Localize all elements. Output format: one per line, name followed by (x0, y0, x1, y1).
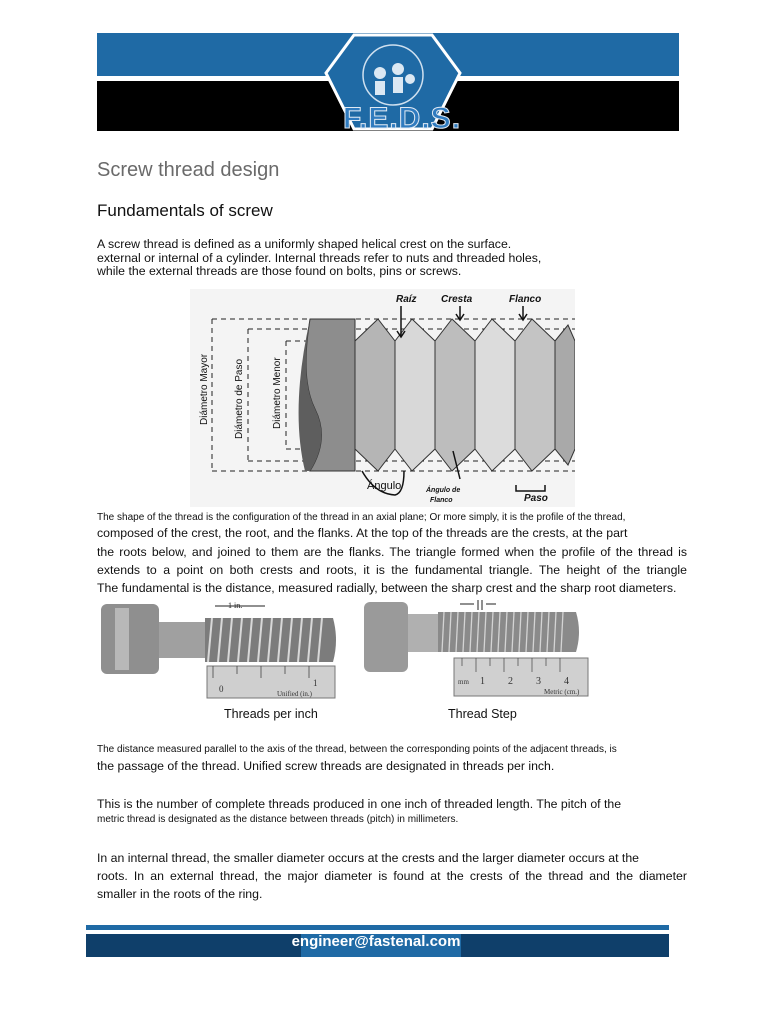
page-title: Screw thread design (97, 159, 280, 181)
para-line: smaller in the roots of the ring. (97, 887, 263, 901)
label-raiz: Raíz (396, 294, 417, 305)
thread-passage-paragraph (97, 742, 687, 775)
ruler-tick: 1 (313, 678, 318, 688)
para-line: the roots below, and joined to them are the flanks. The triangle formed when the profile of the thread is (97, 545, 687, 559)
label-diametro-mayor: Diámetro Mayor (199, 353, 210, 425)
label-cresta: Cresta (441, 294, 473, 305)
footer-right-tab (461, 934, 669, 957)
para-line: The shape of the thread is the configuration of the thread in an axial plane; Or more simply, it is the profile of the thread, (97, 512, 626, 523)
bolt-photo-threads-per-inch (97, 598, 342, 700)
logo-wordmark: F.E.D.S. (343, 102, 462, 135)
ruler-tick: 3 (536, 676, 541, 687)
para-line: roots. In an external thread, the major diameter is found at the crests of the thread and the diameter (97, 869, 687, 883)
ruler-tick: 1 (480, 676, 485, 687)
intro-line: while the external threads are those found on bolts, pins or screws. (97, 264, 462, 278)
footer-email-link[interactable]: engineer@fastenal.com (291, 933, 461, 950)
header-banner (97, 33, 679, 135)
para-line: the passage of the thread. Unified screw threads are designated in threads per inch. (97, 759, 555, 773)
label-diametro-menor: Diámetro Menor (272, 357, 283, 429)
label-diametro-paso: Diámetro de Paso (234, 358, 245, 439)
label-angulo: Ángulo (367, 480, 402, 492)
section-heading: Fundamentals of screw (97, 201, 273, 220)
ruler-tick: 0 (219, 684, 224, 694)
para-line: The distance measured parallel to the axis of the thread, between the corresponding points of the adjacent threads, is (97, 744, 617, 755)
thread-shape-paragraph (97, 511, 687, 597)
ruler-tick: 4 (564, 676, 569, 687)
intro-paragraph (97, 238, 687, 279)
ruler-unit: mm (458, 678, 469, 686)
para-line: metric thread is designated as the distance between threads (pitch) in millimeters. (97, 814, 459, 825)
threads-count-paragraph (97, 796, 687, 828)
para-line: In an internal thread, the smaller diameter occurs at the crests and the larger diameter occurs at the (97, 851, 640, 865)
label-angulo-flanco-1: Ángulo de (426, 487, 461, 494)
ruler-tick: 2 (508, 676, 513, 687)
bolt-photo-thread-step (358, 598, 593, 700)
para-line: composed of the crest, the root, and the flanks. At the top of the threads are the crests, at the part (97, 526, 628, 540)
para-line: The fundamental is the distance, measured radially, between the sharp crest and the sharp root diameters. (97, 581, 677, 595)
footer-banner (86, 925, 669, 957)
caption-threads-per-inch: Threads per inch (224, 707, 318, 721)
label-flanco: Flanco (509, 294, 542, 305)
thread-profile-diagram (190, 289, 575, 507)
intro-line: external or internal of a cylinder. Internal threads refer to nuts and threaded holes, (97, 250, 542, 265)
measure-label: 1 in. (228, 601, 243, 610)
diameter-paragraph (97, 849, 687, 903)
para-line: extends to a point on both crests and roots, it is the fundamental triangle. The height of the triangle (97, 563, 687, 577)
ruler-label: Unified (in.) (277, 690, 312, 698)
para-line: This is the number of complete threads produced in one inch of threaded length. The pitch of the (97, 797, 622, 811)
label-paso: Paso (524, 493, 548, 504)
footer-left-tab (86, 934, 301, 957)
intro-line: A screw thread is defined as a uniformly shaped helical crest on the surface. (97, 237, 512, 251)
ruler-label: Metric (cm.) (544, 688, 580, 696)
label-angulo-flanco-2: Flanco (430, 497, 453, 504)
caption-thread-step: Thread Step (448, 707, 517, 721)
